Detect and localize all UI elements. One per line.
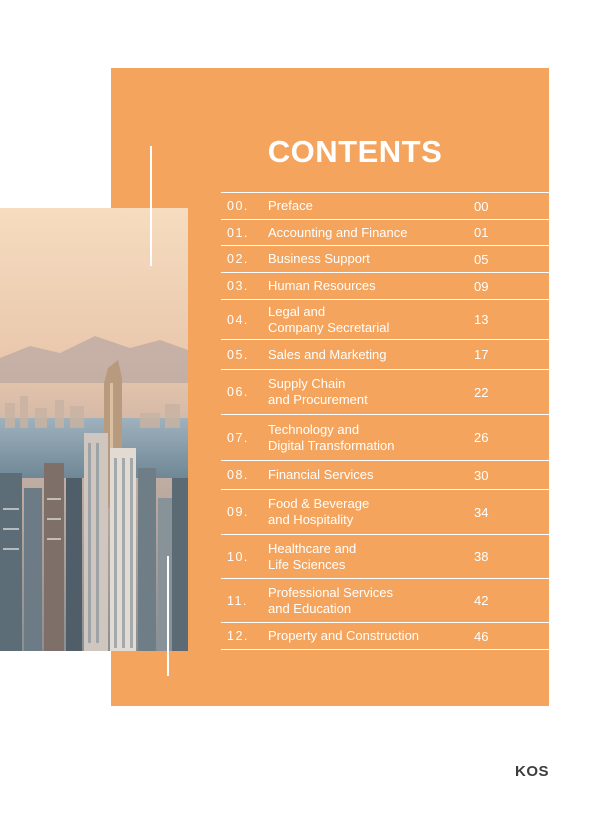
toc-label: Sales and Marketing bbox=[268, 346, 387, 362]
decorative-line-bottom bbox=[167, 556, 169, 676]
toc-label: Healthcare and Life Sciences bbox=[268, 540, 357, 572]
decorative-line-top bbox=[150, 146, 152, 266]
toc-number: 00. bbox=[227, 199, 249, 213]
toc-row[interactable] bbox=[221, 579, 549, 623]
toc-page: 38 bbox=[474, 549, 489, 564]
toc-label: Business Support bbox=[268, 251, 370, 266]
toc-label: Human Resources bbox=[268, 278, 376, 293]
toc-number: 10. bbox=[227, 549, 249, 564]
kos-logo: KOS bbox=[515, 763, 550, 780]
table-of-contents bbox=[221, 192, 549, 650]
toc-number: 05. bbox=[227, 347, 249, 362]
toc-page: 09 bbox=[474, 278, 489, 294]
toc-page: 42 bbox=[474, 593, 489, 608]
toc-number: 07. bbox=[227, 430, 249, 445]
toc-page: 00 bbox=[474, 198, 489, 214]
toc-row[interactable] bbox=[221, 370, 549, 415]
toc-label: Property and Construction bbox=[268, 628, 420, 643]
toc-row[interactable] bbox=[221, 273, 549, 300]
toc-row[interactable] bbox=[221, 246, 549, 273]
toc-row[interactable] bbox=[221, 490, 549, 535]
toc-number: 08. bbox=[227, 468, 249, 482]
toc-page: 26 bbox=[474, 430, 489, 445]
toc-row[interactable] bbox=[221, 623, 549, 650]
page-title: CONTENTS bbox=[267, 134, 443, 169]
toc-label: Financial Services bbox=[268, 467, 374, 482]
toc-row[interactable] bbox=[221, 193, 549, 220]
toc-number: 09. bbox=[227, 505, 249, 519]
toc-row[interactable] bbox=[221, 535, 549, 579]
toc-page: 17 bbox=[474, 347, 489, 362]
toc-page: 22 bbox=[474, 384, 489, 400]
toc-label: Preface bbox=[268, 198, 313, 213]
toc-page: 30 bbox=[474, 467, 489, 483]
toc-row[interactable] bbox=[221, 220, 549, 246]
toc-label: Supply Chain and Procurement bbox=[268, 376, 368, 407]
toc-page: 05 bbox=[474, 251, 489, 267]
toc-row[interactable] bbox=[221, 300, 549, 340]
toc-label: Food & Beverage and Hospitality bbox=[268, 496, 370, 527]
toc-number: 01. bbox=[227, 225, 249, 240]
toc-row[interactable] bbox=[221, 461, 549, 490]
toc-page: 01 bbox=[474, 225, 489, 240]
toc-label: Accounting and Finance bbox=[268, 224, 408, 240]
toc-number: 02. bbox=[227, 252, 249, 266]
toc-label: Legal and Company Secretarial bbox=[268, 303, 390, 335]
toc-number: 06. bbox=[227, 385, 249, 399]
toc-page: 46 bbox=[474, 628, 489, 644]
toc-label: Professional Services and Education bbox=[268, 584, 393, 616]
city-skyline-photo bbox=[0, 208, 188, 651]
toc-number: 11. bbox=[227, 593, 248, 608]
toc-row[interactable] bbox=[221, 415, 549, 461]
toc-page: 13 bbox=[474, 312, 489, 327]
toc-page: 34 bbox=[474, 504, 489, 520]
toc-label: Technology and Digital Transformation bbox=[268, 421, 395, 453]
toc-row[interactable] bbox=[221, 340, 549, 370]
toc-number: 04. bbox=[227, 312, 249, 327]
toc-number: 03. bbox=[227, 279, 249, 293]
toc-number: 12. bbox=[227, 629, 249, 643]
